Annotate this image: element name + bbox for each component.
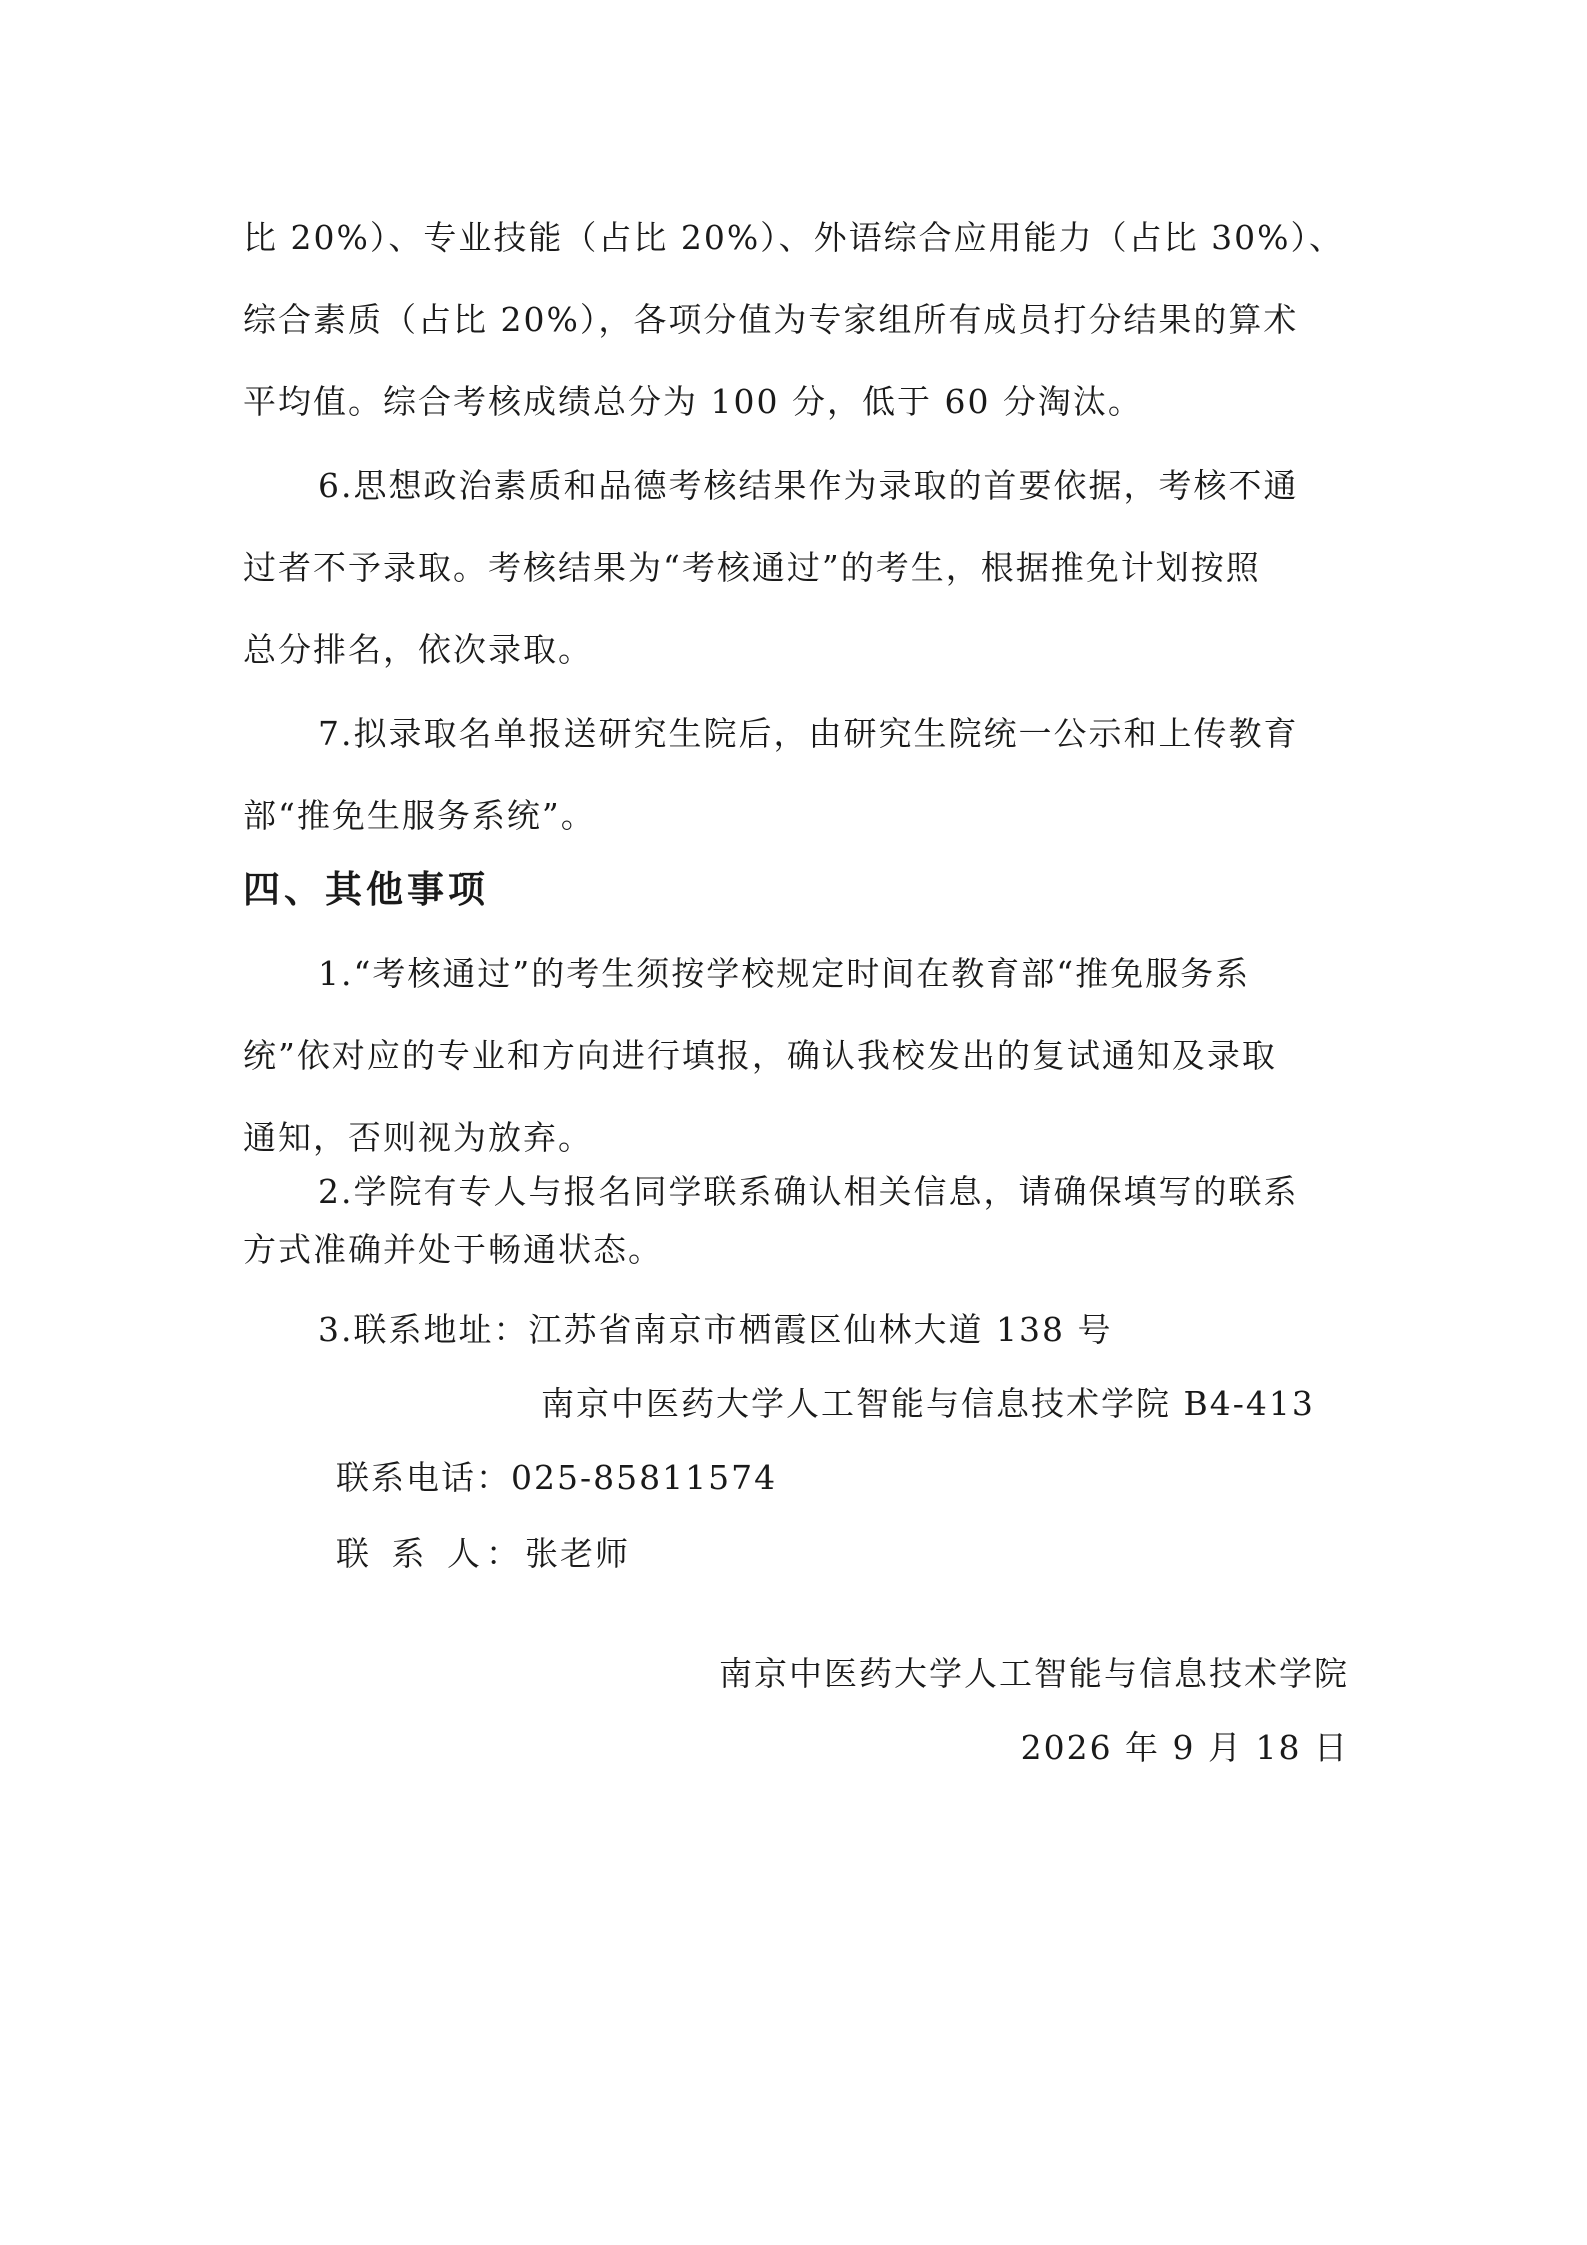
section-4-item-1-line-2: 统”依对应的专业和方向进行填报，确认我校发出的复试通知及录取 xyxy=(243,1036,1277,1075)
contact-person-name: 张老师 xyxy=(524,1534,630,1573)
contact-address-line-1: 3.联系地址：江苏省南京市栖霞区仙林大道 138 号 xyxy=(318,1310,1113,1349)
item-6-line-2: 过者不予录取。考核结果为“考核通过”的考生，根据推免计划按照 xyxy=(243,548,1261,587)
contact-phone: 联系电话：025-85811574 xyxy=(336,1458,778,1497)
section-4-heading: 四、其他事项 xyxy=(243,868,489,911)
contact-address-line-2: 南京中医药大学人工智能与信息技术学院 B4-413 xyxy=(541,1384,1315,1423)
paragraph-5-line-2: 综合素质（占比 20%），各项分值为专家组所有成员打分结果的算术 xyxy=(243,300,1299,339)
contact-person-label: 联 系 人： xyxy=(336,1534,525,1573)
item-6-line-1: 6.思想政治素质和品德考核结果作为录取的首要依据，考核不通 xyxy=(318,466,1299,505)
section-4-item-2-line-2: 方式准确并处于畅通状态。 xyxy=(243,1230,663,1269)
item-6-line-3: 总分排名，依次录取。 xyxy=(243,630,593,669)
section-4-item-1-line-3: 通知，否则视为放弃。 xyxy=(243,1118,593,1157)
section-4-item-1-line-1: 1.“考核通过”的考生须按学校规定时间在教育部“推免服务系 xyxy=(318,954,1251,993)
section-4-item-2-line-1: 2.学院有专人与报名同学联系确认相关信息，请确保填写的联系 xyxy=(318,1172,1299,1211)
paragraph-5-line-3: 平均值。综合考核成绩总分为 100 分，低于 60 分淘汰。 xyxy=(243,382,1143,421)
paragraph-5-line-1: 比 20%）、专业技能（占比 20%）、外语综合应用能力（占比 30%）、 xyxy=(243,218,1345,257)
item-7-line-1: 7.拟录取名单报送研究生院后，由研究生院统一公示和上传教育 xyxy=(318,714,1299,753)
contact-person xyxy=(336,1534,630,1574)
signature-organization: 南京中医药大学人工智能与信息技术学院 xyxy=(719,1654,1349,1693)
item-7-line-2: 部“推免生服务系统”。 xyxy=(243,796,596,835)
signature-date: 2026 年 9 月 18 日 xyxy=(1020,1728,1349,1767)
